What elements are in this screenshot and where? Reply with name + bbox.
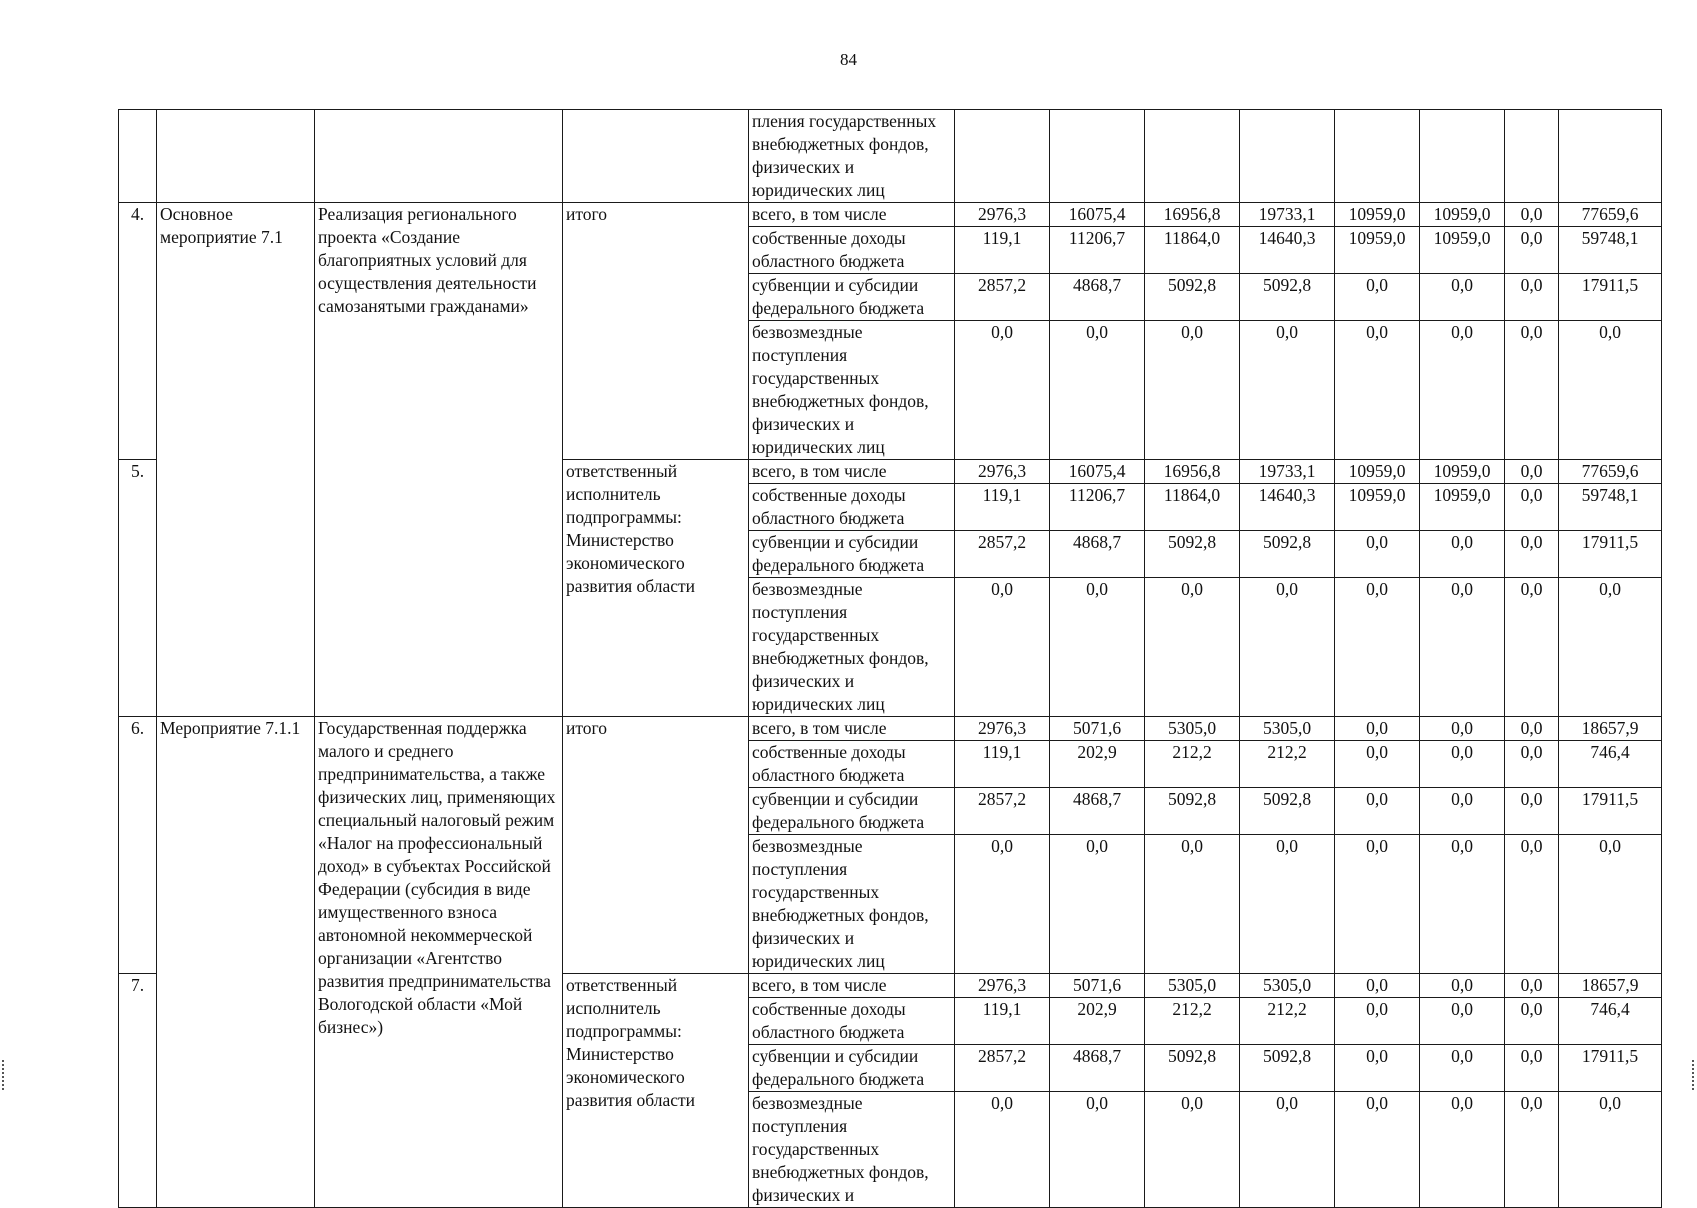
value-cell: 0,0 <box>1505 788 1559 835</box>
value-cell: 16075,4 <box>1050 460 1145 484</box>
value-cell: 212,2 <box>1240 998 1335 1045</box>
value-cell: 14640,3 <box>1240 484 1335 531</box>
value-cell: 11864,0 <box>1145 227 1240 274</box>
source-cell: пления государственных внебюджетных фондов, физических и юридических лиц <box>749 110 955 203</box>
value-cell: 10959,0 <box>1335 227 1420 274</box>
budget-table <box>118 109 1662 1208</box>
value-cell: 59748,1 <box>1559 484 1662 531</box>
value-cell: 2976,3 <box>955 717 1050 741</box>
value-cell: 0,0 <box>1505 484 1559 531</box>
source-cell: субвенции и субсидии федерального бюджета <box>749 531 955 578</box>
value-cell: 0,0 <box>1335 788 1420 835</box>
activity-name-cell: Мероприятие 7.1.1 <box>157 717 315 1208</box>
value-cell: 746,4 <box>1559 998 1662 1045</box>
value-cell: 0,0 <box>1335 1092 1420 1208</box>
value-cell: 2976,3 <box>955 203 1050 227</box>
value-cell: 0,0 <box>1420 321 1505 460</box>
value-cell: 0,0 <box>1420 974 1505 998</box>
value-cell: 0,0 <box>1505 274 1559 321</box>
value-cell <box>1559 110 1662 203</box>
executor-cell <box>563 110 749 203</box>
value-cell: 5305,0 <box>1240 974 1335 998</box>
activity-description-cell: Государственная поддержка малого и среднего предпринимательства, а также физических лиц, применяющих специальный налоговый режим «Налог на профессиональный доход» в субъектах Российской Федерации (субсидия в виде имущественного взноса автономной некоммерческой организации «Агентство развития предпринимательства Вологодской области «Мой бизнес») <box>315 717 563 1208</box>
value-cell: 17911,5 <box>1559 1045 1662 1092</box>
value-cell: 0,0 <box>1240 321 1335 460</box>
value-cell: 0,0 <box>1420 788 1505 835</box>
value-cell: 5305,0 <box>1240 717 1335 741</box>
value-cell <box>1240 110 1335 203</box>
value-cell <box>1050 110 1145 203</box>
value-cell: 0,0 <box>1335 741 1420 788</box>
value-cell: 212,2 <box>1240 741 1335 788</box>
source-cell: всего, в том числе <box>749 717 955 741</box>
name-cell <box>157 110 315 203</box>
value-cell: 5071,6 <box>1050 717 1145 741</box>
source-cell: всего, в том числе <box>749 203 955 227</box>
value-cell: 19733,1 <box>1240 203 1335 227</box>
value-cell: 0,0 <box>1420 998 1505 1045</box>
value-cell: 11864,0 <box>1145 484 1240 531</box>
left-margin-mark <box>2 1060 6 1090</box>
value-cell: 4868,7 <box>1050 1045 1145 1092</box>
value-cell: 0,0 <box>1505 974 1559 998</box>
value-cell: 0,0 <box>1505 1092 1559 1208</box>
value-cell <box>1505 110 1559 203</box>
value-cell: 0,0 <box>1240 1092 1335 1208</box>
value-cell: 5092,8 <box>1240 1045 1335 1092</box>
value-cell: 0,0 <box>1335 274 1420 321</box>
table-row <box>119 110 1662 203</box>
value-cell: 0,0 <box>1420 741 1505 788</box>
value-cell: 202,9 <box>1050 998 1145 1045</box>
value-cell <box>1335 110 1420 203</box>
value-cell: 0,0 <box>1505 321 1559 460</box>
activity-name-cell: Основное мероприятие 7.1 <box>157 203 315 717</box>
value-cell: 5305,0 <box>1145 717 1240 741</box>
source-cell: субвенции и субсидии федерального бюджета <box>749 274 955 321</box>
value-cell: 77659,6 <box>1559 203 1662 227</box>
page-number: 84 <box>840 50 857 69</box>
value-cell: 0,0 <box>1505 1045 1559 1092</box>
value-cell: 17911,5 <box>1559 274 1662 321</box>
row-number-cell: 6. <box>119 717 157 974</box>
value-cell: 18657,9 <box>1559 974 1662 998</box>
value-cell: 10959,0 <box>1335 460 1420 484</box>
value-cell: 0,0 <box>1335 998 1420 1045</box>
value-cell: 0,0 <box>1559 835 1662 974</box>
value-cell: 212,2 <box>1145 741 1240 788</box>
value-cell: 17911,5 <box>1559 788 1662 835</box>
executor-cell: итого <box>563 203 749 460</box>
value-cell: 18657,9 <box>1559 717 1662 741</box>
value-cell: 19733,1 <box>1240 460 1335 484</box>
source-cell: субвенции и субсидии федерального бюджета <box>749 788 955 835</box>
description-cell <box>315 110 563 203</box>
value-cell: 10959,0 <box>1335 484 1420 531</box>
value-cell: 10959,0 <box>1420 460 1505 484</box>
value-cell: 0,0 <box>1505 741 1559 788</box>
value-cell: 0,0 <box>1420 1092 1505 1208</box>
value-cell: 0,0 <box>1505 203 1559 227</box>
value-cell: 0,0 <box>1145 321 1240 460</box>
source-cell: всего, в том числе <box>749 974 955 998</box>
value-cell: 746,4 <box>1559 741 1662 788</box>
value-cell: 0,0 <box>1420 531 1505 578</box>
value-cell: 119,1 <box>955 741 1050 788</box>
value-cell: 0,0 <box>955 835 1050 974</box>
source-cell: безвозмездные поступления государственных внебюджетных фондов, физических и <box>749 1092 955 1208</box>
source-cell: собственные доходы областного бюджета <box>749 741 955 788</box>
value-cell: 119,1 <box>955 998 1050 1045</box>
value-cell: 0,0 <box>1050 578 1145 717</box>
value-cell: 5092,8 <box>1145 788 1240 835</box>
value-cell: 0,0 <box>1559 321 1662 460</box>
value-cell: 0,0 <box>1420 578 1505 717</box>
value-cell: 11206,7 <box>1050 484 1145 531</box>
source-cell: собственные доходы областного бюджета <box>749 484 955 531</box>
value-cell: 5092,8 <box>1145 531 1240 578</box>
value-cell: 0,0 <box>1335 974 1420 998</box>
value-cell: 5071,6 <box>1050 974 1145 998</box>
value-cell: 5092,8 <box>1240 531 1335 578</box>
table-row <box>119 203 1662 227</box>
activity-description-cell: Реализация регионального проекта «Создание благоприятных условий для осуществления деятельности самозанятыми гражданами» <box>315 203 563 717</box>
value-cell: 0,0 <box>1335 531 1420 578</box>
value-cell: 0,0 <box>1505 998 1559 1045</box>
value-cell: 0,0 <box>955 321 1050 460</box>
value-cell: 16956,8 <box>1145 460 1240 484</box>
value-cell: 5092,8 <box>1145 1045 1240 1092</box>
value-cell: 212,2 <box>1145 998 1240 1045</box>
value-cell: 0,0 <box>1240 835 1335 974</box>
value-cell: 17911,5 <box>1559 531 1662 578</box>
value-cell: 0,0 <box>1559 1092 1662 1208</box>
value-cell: 4868,7 <box>1050 531 1145 578</box>
value-cell: 0,0 <box>1559 578 1662 717</box>
value-cell: 10959,0 <box>1420 484 1505 531</box>
right-margin-mark <box>1692 1060 1696 1090</box>
value-cell: 77659,6 <box>1559 460 1662 484</box>
value-cell: 0,0 <box>1240 578 1335 717</box>
value-cell: 5092,8 <box>1145 274 1240 321</box>
value-cell: 0,0 <box>1335 835 1420 974</box>
source-cell: безвозмездные поступления государственных внебюджетных фондов, физических и юридических лиц <box>749 321 955 460</box>
table-row <box>119 717 1662 741</box>
value-cell: 59748,1 <box>1559 227 1662 274</box>
source-cell: собственные доходы областного бюджета <box>749 227 955 274</box>
value-cell: 0,0 <box>1505 717 1559 741</box>
value-cell: 10959,0 <box>1335 203 1420 227</box>
executor-cell: итого <box>563 717 749 974</box>
value-cell: 0,0 <box>1505 578 1559 717</box>
executor-cell: ответственный исполнитель подпрограммы: Министерство экономического развития области <box>563 460 749 717</box>
value-cell: 4868,7 <box>1050 274 1145 321</box>
value-cell <box>955 110 1050 203</box>
value-cell: 0,0 <box>1050 1092 1145 1208</box>
value-cell: 0,0 <box>1050 321 1145 460</box>
value-cell: 119,1 <box>955 227 1050 274</box>
value-cell: 16956,8 <box>1145 203 1240 227</box>
source-cell: всего, в том числе <box>749 460 955 484</box>
value-cell: 2976,3 <box>955 460 1050 484</box>
value-cell: 0,0 <box>1335 578 1420 717</box>
value-cell: 0,0 <box>1335 717 1420 741</box>
source-cell: безвозмездные поступления государственных внебюджетных фондов, физических и юридических лиц <box>749 835 955 974</box>
value-cell: 16075,4 <box>1050 203 1145 227</box>
value-cell: 2857,2 <box>955 531 1050 578</box>
source-cell: собственные доходы областного бюджета <box>749 998 955 1045</box>
source-cell: субвенции и субсидии федерального бюджета <box>749 1045 955 1092</box>
value-cell: 119,1 <box>955 484 1050 531</box>
value-cell: 2976,3 <box>955 974 1050 998</box>
row-number-cell: 5. <box>119 460 157 717</box>
value-cell: 5092,8 <box>1240 788 1335 835</box>
value-cell: 0,0 <box>1050 835 1145 974</box>
source-cell: безвозмездные поступления государственных внебюджетных фондов, физических и юридических лиц <box>749 578 955 717</box>
value-cell: 0,0 <box>1505 460 1559 484</box>
value-cell: 0,0 <box>1505 227 1559 274</box>
value-cell: 5092,8 <box>1240 274 1335 321</box>
value-cell: 0,0 <box>1420 1045 1505 1092</box>
value-cell: 0,0 <box>1145 835 1240 974</box>
value-cell: 0,0 <box>1145 1092 1240 1208</box>
value-cell: 0,0 <box>1505 835 1559 974</box>
value-cell: 4868,7 <box>1050 788 1145 835</box>
value-cell: 2857,2 <box>955 274 1050 321</box>
value-cell: 0,0 <box>955 578 1050 717</box>
value-cell: 0,0 <box>1145 578 1240 717</box>
value-cell: 0,0 <box>1420 835 1505 974</box>
value-cell: 14640,3 <box>1240 227 1335 274</box>
value-cell: 5305,0 <box>1145 974 1240 998</box>
value-cell: 0,0 <box>955 1092 1050 1208</box>
value-cell: 10959,0 <box>1420 203 1505 227</box>
value-cell: 0,0 <box>1335 321 1420 460</box>
value-cell: 2857,2 <box>955 1045 1050 1092</box>
row-number-cell: 7. <box>119 974 157 1208</box>
value-cell: 0,0 <box>1420 274 1505 321</box>
row-number-cell: 4. <box>119 203 157 460</box>
value-cell <box>1420 110 1505 203</box>
row-number-cell <box>119 110 157 203</box>
value-cell: 0,0 <box>1420 717 1505 741</box>
value-cell: 2857,2 <box>955 788 1050 835</box>
value-cell: 11206,7 <box>1050 227 1145 274</box>
value-cell <box>1145 110 1240 203</box>
value-cell: 0,0 <box>1505 531 1559 578</box>
executor-cell: ответственный исполнитель подпрограммы: Министерство экономического развития области <box>563 974 749 1208</box>
value-cell: 10959,0 <box>1420 227 1505 274</box>
value-cell: 0,0 <box>1335 1045 1420 1092</box>
value-cell: 202,9 <box>1050 741 1145 788</box>
